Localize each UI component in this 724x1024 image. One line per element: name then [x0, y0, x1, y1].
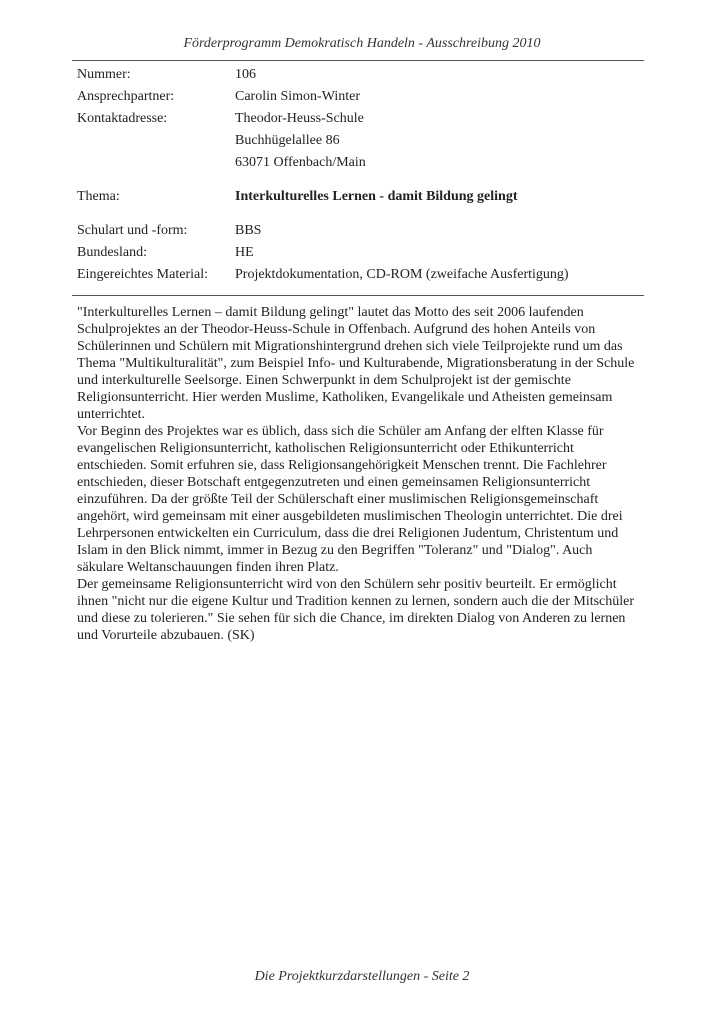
kontaktadresse-line3: 63071 Offenbach/Main — [235, 155, 366, 170]
description-paragraph-2: Vor Beginn des Projektes war es üblich, dass sich die Schüler am Anfang der elften Klasse für evangelischen Religionsunterricht, katholischen Religionsunterricht oder Ethikunterricht entschieden. Somit erfuhren sie, dass Religionsangehörigkeit Menschen trennt. Die Fachlehrer entschieden, dieser Botschaft entgegenzutreten und einen gemeinsamen Religionsunterricht einzuführen. Da der größte Teil der Schülerschaft einer muslimischen Religionsgemeinschaft angehört, wird gemeinsam mit einer ausgebildeten muslimischen Theologin unterrichtet. Die drei Lehrpersonen entwickelten ein Curriculum, dass die drei Religionen Judentum, Christentum und Islam in den Blick nimmt, immer in Bezug zu den Begriffen "Toleranz" und "Dialog". Auch säkulare Weltanschauungen finden ihren Platz. — [77, 424, 623, 575]
meta-row-material — [77, 264, 647, 286]
ansprechpartner-value: Carolin Simon-Winter — [235, 89, 361, 104]
bundesland-value: HE — [235, 245, 254, 260]
material-value: Projektdokumentation, CD-ROM (zweifache Ausfertigung) — [235, 267, 569, 282]
description-paragraph-1: "Interkulturelles Lernen – damit Bildung gelingt" lautet das Motto des seit 2006 laufenden Schulprojektes an der Theodor-Heuss-Schule in Offenbach. Aufgrund des hohen Anteils von Schülerinnen und Schülern mit Migrationshintergrund drehen sich viele Teilprojekte rund um das Thema "Multikulturalität", zum Beispiel Info- und Kulturabende, Migrationsberatung in der Schule und interkulturelle Seelsorge. Einen Schwerpunkt in dem Schulprojekt ist der gemischte Religionsunterricht. Hier werden Muslime, Katholiken, Evangelikale und Atheisten gemeinsam unterrichtet. — [77, 305, 635, 422]
schulart-value: BBS — [235, 223, 262, 238]
meta-row-kontakt-3 — [77, 152, 647, 174]
kontaktadresse-line2: Buchhügelallee 86 — [235, 133, 340, 148]
meta-row-kontakt-2 — [77, 130, 647, 152]
thema-label: Thema: — [77, 189, 120, 204]
thema-value: Interkulturelles Lernen - damit Bildung gelingt — [235, 189, 518, 204]
meta-row-thema — [77, 186, 647, 208]
nummer-value: 106 — [235, 67, 256, 82]
project-meta — [77, 64, 647, 286]
page-footer: Die Projektkurzdarstellungen - Seite 2 — [254, 969, 470, 984]
kontaktadresse-line1: Theodor-Heuss-Schule — [235, 111, 364, 126]
meta-row-schulart — [77, 220, 647, 242]
meta-row-ansprechpartner — [77, 86, 647, 108]
ansprechpartner-label: Ansprechpartner: — [77, 89, 175, 104]
description-paragraph-3: Der gemeinsame Religionsunterricht wird von den Schülern sehr positiv beurteilt. Er ermöglicht ihnen "nicht nur die eigene Kultur und Tradition kennen zu lernen, sondern auch die der Mitschüler und diese zu tolerieren." Sie sehen für sich die Chance, im direkten Dialog von Anderen zu lernen und Vorurteile abzubauen. (SK) — [77, 577, 635, 643]
schulart-label: Schulart und -form: — [77, 223, 188, 238]
meta-row-bundesland — [77, 242, 647, 264]
bottom-divider — [72, 295, 644, 296]
meta-row-kontakt — [77, 108, 647, 130]
material-label: Eingereichtes Material: — [77, 267, 208, 282]
bundesland-label: Bundesland: — [77, 245, 147, 260]
nummer-label: Nummer: — [77, 67, 131, 82]
kontaktadresse-label: Kontaktadresse: — [77, 111, 168, 126]
project-description — [77, 304, 637, 644]
top-divider — [72, 60, 644, 61]
page-header: Förderprogramm Demokratisch Handeln - Ausschreibung 2010 — [183, 36, 541, 51]
meta-row-nummer — [77, 64, 647, 86]
